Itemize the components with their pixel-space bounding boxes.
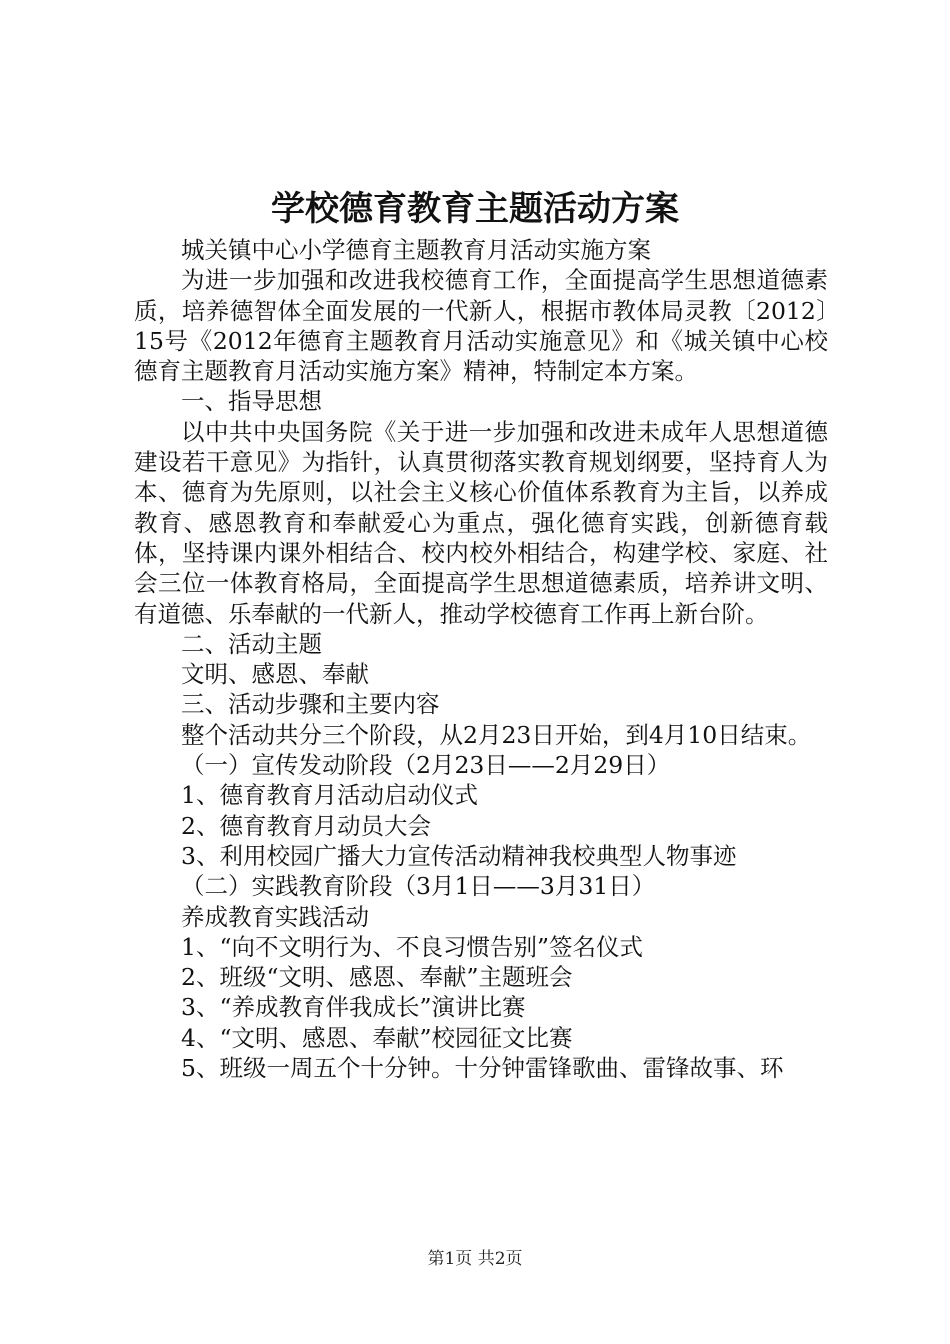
document-title: 学校德育教育主题活动方案 (271, 189, 679, 229)
section-heading-guiding-ideology: 一、指导思想 (181, 387, 322, 416)
section-heading-steps: 三、活动步骤和主要内容 (181, 690, 440, 719)
list-item: 4、“文明、感恩、奉献”校园征文比赛 (181, 1023, 573, 1052)
paragraph-subtitle: 城关镇中心小学德育主题教育月活动实施方案 (181, 236, 651, 264)
stage-heading-publicity: （一）宣传发动阶段（2月23日——2月29日） (181, 751, 671, 780)
section-heading-theme: 二、活动主题 (181, 629, 322, 658)
subheading-habit-activities: 养成教育实践活动 (181, 902, 369, 931)
paragraph-guiding-ideology: 以中共中央国务院《关于进一步加强和改进未成年人思想道德建设若干意见》为指针，认真贯彻落实教育规划纲要，坚持育人为本、德育为先原则，以社会主义核心价值体系教育为主旨，以养成教育、感恩教育和奉献爱心为重点，强化德育实践，创新德育载体，坚持课内课外相结合、校内校外相结合，构建学校、家庭、社会三位一体教育格局，全面提高学生思想道德素质，培养讲文明、有道德、乐奉献的一代新人，推动学校德育工作再上新台阶。 (134, 417, 828, 628)
list-item: 3、利用校园广播大力宣传活动精神我校典型人物事迹 (181, 841, 737, 870)
document-body (134, 235, 828, 1083)
list-item: 2、班级“文明、感恩、奉献”主题班会 (181, 963, 573, 992)
paragraph-theme: 文明、感恩、奉献 (181, 660, 369, 689)
page-number-footer: 第1页 共2页 (427, 1249, 523, 1269)
list-item: 5、班级一周五个十分钟。十分钟雷锋歌曲、雷锋故事、环 (181, 1054, 784, 1083)
list-item: 1、“向不文明行为、不良习惯告别”签名仪式 (181, 932, 643, 961)
list-item: 2、德育教育月动员大会 (181, 811, 431, 840)
stage-heading-practice: （二）实践教育阶段（3月1日——3月31日） (181, 872, 656, 901)
paragraph-intro: 为进一步加强和改进我校德育工作，全面提高学生思想道德素质，培养德智体全面发展的一代新人，根据市教体局灵教〔2012〕15号《2012年德育主题教育月活动实施意见》和《城关镇中心校德育主题教育月活动实施方案》精神，特制定本方案。 (134, 266, 828, 386)
list-item: 3、“养成教育伴我成长”演讲比赛 (181, 993, 526, 1022)
paragraph-steps-overview: 整个活动共分三个阶段，从2月23日开始，到4月10日结束。 (181, 720, 812, 749)
list-item: 1、德育教育月活动启动仪式 (181, 781, 478, 810)
